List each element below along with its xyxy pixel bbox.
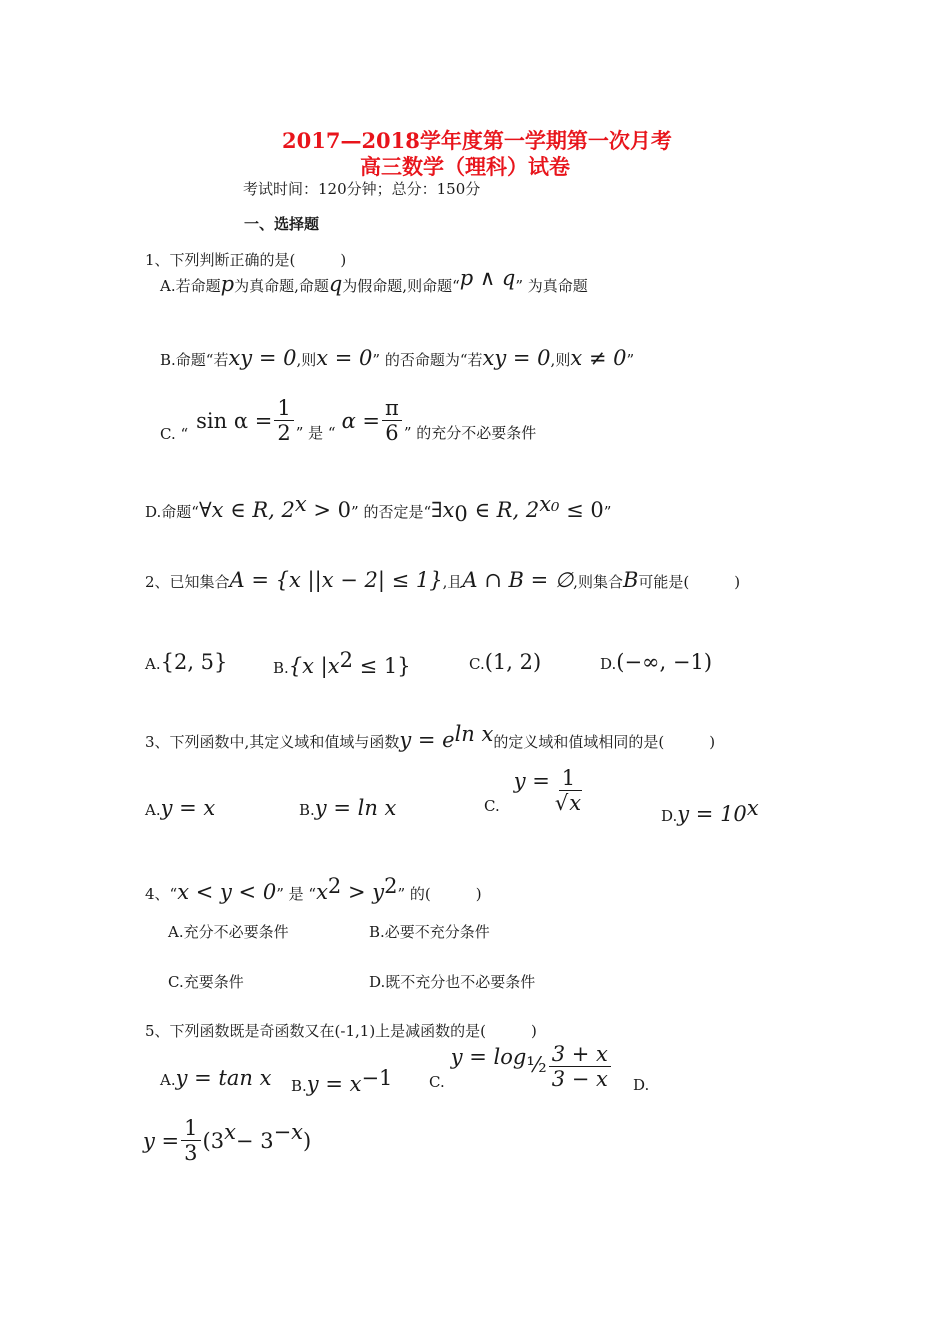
q3-option-a: A.y = x: [145, 796, 216, 820]
q4-option-b: B.必要不充分条件: [369, 923, 490, 941]
q3-option-d: $D.y = 10^x$: [661, 796, 759, 826]
q3-stem: 3、下列函数中,其定义域和值域与函数$y = e^{ln x}$的定义域和值域相同的是( ): [145, 722, 716, 752]
title-line-1: 2017—2018学年度第一学期第一次月考: [282, 128, 672, 153]
q5-option-a: A.y = tan x: [160, 1066, 272, 1090]
title-line-2: 高三数学（理科）试卷: [360, 154, 570, 179]
q1-option-a: A.若命题p为真命题,命题q为假命题,则命题“p ∧ q” 为真命题: [160, 266, 588, 296]
exam-info: 考试时间：120分钟；总分：150分: [243, 180, 481, 198]
q3-option-b: B.y = ln x: [299, 796, 397, 820]
q2-stem: 2、已知集合A = {x ||x − 2| ≤ 1},且A ∩ B = ∅,则集合B可能是( ): [145, 568, 741, 592]
q5-option-d-label: D.: [633, 1076, 650, 1094]
q3-option-c: C. y = $\frac{1}{√x}$: [484, 766, 582, 816]
q2-option-c: C.(1, 2): [469, 650, 542, 674]
q5-stem: 5、下列函数既是奇函数又在(-1,1)上是减函数的是( ): [145, 1022, 537, 1040]
q2-option-a: A.{2, 5}: [145, 650, 228, 674]
q4-option-a: A.充分不必要条件: [168, 923, 289, 941]
q2-option-d: D.(−∞, −1): [600, 650, 713, 674]
q2-option-b: B.{x $|x^2 \le 1$}: [273, 648, 411, 678]
q4-stem: 4、“x < y < 0” 是 “$x^2 > y^2$” 的( ): [145, 874, 482, 904]
q4-option-c: C.充要条件: [168, 973, 244, 991]
q1-option-b: B.命题“若xy = 0,则x = 0” 的否命题为“若xy = 0,则x ≠ 0”: [160, 346, 635, 370]
q5-option-d: y = $\frac{1}{3}$ (3 x − 3 −x ): [143, 1116, 312, 1166]
q4-option-d: D.既不充分也不必要条件: [369, 973, 536, 991]
q5-option-c: C. y = log ½ $\frac{3 + x}{3 - x}$: [429, 1042, 613, 1091]
q5-option-b: $B.y = x^{-1}$: [291, 1066, 393, 1096]
q1-stem: 1、下列判断正确的是( ): [145, 251, 347, 269]
q1-option-d: D.命题“∀x ∈ R, $2^x > 0$” 的否定是“$\exists x_0$ ∈ R, $2^{x_0} \le 0$”: [145, 492, 612, 526]
section-heading: 一、选择题: [244, 215, 320, 233]
q1-option-c: C. “ sin α = $\frac{1}{2}$ ” 是 “ α = $\frac{\pi}{6}$ ” 的充分不必要条件: [160, 396, 537, 446]
